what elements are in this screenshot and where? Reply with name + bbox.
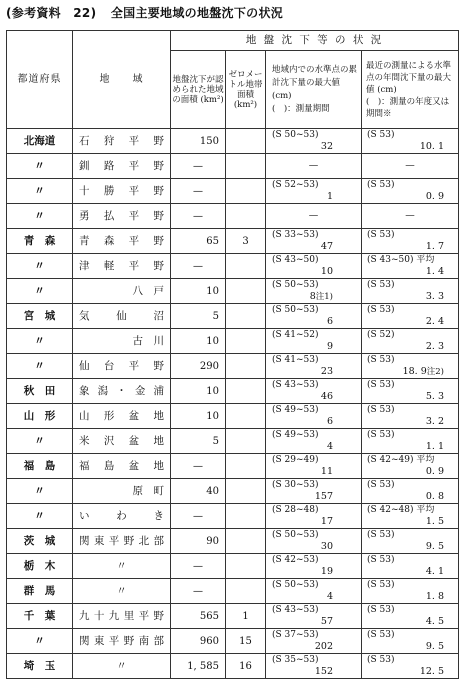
recent-value <box>405 210 415 222</box>
cumulative-value <box>315 491 333 503</box>
cell-cumulative <box>266 629 362 654</box>
recent-value-text: 0. 9 <box>425 191 444 202</box>
cumulative-value-text: 152 <box>314 666 333 677</box>
cell-cumulative <box>266 404 362 429</box>
cell-cumulative <box>266 479 362 504</box>
table-row <box>7 554 459 579</box>
cumulative-value <box>315 641 333 653</box>
cell-recent <box>362 379 459 404</box>
cell-subsided-area: — <box>171 579 226 604</box>
recent-period: (S 53) <box>367 180 395 190</box>
cumulative-value <box>321 366 333 378</box>
cell-area: 気仙沼 <box>73 304 171 329</box>
cumulative-value <box>327 416 333 428</box>
cell-zero-meter <box>226 154 266 179</box>
table-row <box>7 229 459 254</box>
table-row <box>7 579 459 604</box>
cumulative-period: (S 35~53) <box>272 655 319 665</box>
cell-subsided-area: 10 <box>171 404 226 429</box>
cell-prefecture: 福 島 <box>7 454 73 479</box>
reference-label: (参考資料 22) <box>6 6 97 20</box>
recent-value <box>426 466 444 478</box>
cell-cumulative <box>266 454 362 479</box>
cumulative-footnote: 注1) <box>315 292 333 302</box>
cell-cumulative <box>266 279 362 304</box>
table-row <box>7 179 459 204</box>
recent-value <box>426 516 444 528</box>
recent-value-text: 1. 7 <box>425 241 444 252</box>
cell-prefecture: 〃 <box>7 204 73 229</box>
recent-period: (S 53) <box>367 480 395 490</box>
cumulative-value <box>327 316 333 328</box>
cell-area: 原 町 <box>73 479 171 504</box>
recent-value <box>426 616 444 628</box>
recent-value-text: 4. 1 <box>425 566 444 577</box>
cumulative-value-text: 4 <box>326 591 333 602</box>
table-row <box>7 604 459 629</box>
cell-subsided-area: 10 <box>171 279 226 304</box>
cell-recent <box>362 279 459 304</box>
cell-subsided-area: 565 <box>171 604 226 629</box>
recent-value-text: 3. 3 <box>425 291 444 302</box>
title-text: 全国主要地域の地盤沈下の状況 <box>110 6 284 20</box>
cumulative-period: (S 50~53) <box>272 280 319 290</box>
recent-value <box>426 591 444 603</box>
cumulative-value <box>321 541 333 553</box>
cell-prefecture: 〃 <box>7 429 73 454</box>
recent-value <box>426 491 444 503</box>
header-cumulative <box>266 51 362 129</box>
cell-zero-meter: 15 <box>226 629 266 654</box>
cell-subsided-area: 290 <box>171 354 226 379</box>
table-row <box>7 354 459 379</box>
table-row <box>7 629 459 654</box>
cell-zero-meter <box>226 579 266 604</box>
cell-prefecture: 〃 <box>7 279 73 304</box>
table-row <box>7 329 459 354</box>
cell-area: 〃 <box>73 554 171 579</box>
cumulative-period: (S 42~53) <box>272 555 319 565</box>
recent-period: (S 53) <box>367 355 395 365</box>
table-row <box>7 129 459 154</box>
recent-value <box>426 441 444 453</box>
cell-prefecture: 山 形 <box>7 404 73 429</box>
cell-subsided-area: — <box>171 504 226 529</box>
cell-zero-meter <box>226 254 266 279</box>
cumulative-period: (S 41~52) <box>272 330 319 340</box>
cumulative-value-text: 30 <box>320 541 333 552</box>
cumulative-value <box>321 241 333 253</box>
cell-subsided-area: 40 <box>171 479 226 504</box>
cell-cumulative <box>266 504 362 529</box>
cumulative-period: (S 50~53) <box>272 130 319 140</box>
cumulative-period: (S 37~53) <box>272 630 319 640</box>
header-recent-text: 最近の測量による水準点の年間沈下量の最大値 (cm) <box>366 60 452 95</box>
recent-value-text: 0. 9 <box>425 466 444 477</box>
cell-zero-meter <box>226 529 266 554</box>
cumulative-value-text: 57 <box>320 616 333 627</box>
cumulative-value <box>321 466 333 478</box>
header-area: 地 域 <box>73 31 171 129</box>
cell-recent <box>362 454 459 479</box>
cell-area: 九十九里平野 <box>73 604 171 629</box>
cumulative-value-text: 23 <box>320 366 333 377</box>
cumulative-period: (S 49~53) <box>272 405 319 415</box>
cell-area: 勇払平野 <box>73 204 171 229</box>
cell-zero-meter <box>226 179 266 204</box>
cell-zero-meter <box>226 454 266 479</box>
cell-area: 〃 <box>73 579 171 604</box>
cumulative-value <box>321 516 333 528</box>
cell-zero-meter <box>226 429 266 454</box>
cell-prefecture: 秋 田 <box>7 379 73 404</box>
cell-subsided-area: — <box>171 204 226 229</box>
cumulative-period: (S 52~53) <box>272 180 319 190</box>
table-row <box>7 204 459 229</box>
cell-subsided-area: 5 <box>171 304 226 329</box>
cell-subsided-area: — <box>171 454 226 479</box>
recent-value-text: 1. 5 <box>425 516 444 527</box>
cell-recent <box>362 579 459 604</box>
cumulative-value-text: — <box>308 160 319 171</box>
cell-zero-meter: 3 <box>226 229 266 254</box>
cell-zero-meter: 1 <box>226 604 266 629</box>
cell-prefecture: 〃 <box>7 354 73 379</box>
cell-zero-meter <box>226 279 266 304</box>
cumulative-period: (S 43~53) <box>272 380 319 390</box>
cell-prefecture: 栃 木 <box>7 554 73 579</box>
cell-recent <box>362 179 459 204</box>
cell-zero-meter <box>226 504 266 529</box>
cell-prefecture: 〃 <box>7 254 73 279</box>
cumulative-value <box>309 160 319 172</box>
cumulative-period: (S 29~49) <box>272 455 319 465</box>
cell-subsided-area: — <box>171 254 226 279</box>
cell-subsided-area: 65 <box>171 229 226 254</box>
cell-cumulative <box>266 329 362 354</box>
cell-recent <box>362 554 459 579</box>
cell-subsided-area: 5 <box>171 429 226 454</box>
cell-recent <box>362 629 459 654</box>
cell-area: 石狩平野 <box>73 129 171 154</box>
cell-prefecture: 〃 <box>7 154 73 179</box>
cell-zero-meter <box>226 329 266 354</box>
recent-period: (S 53) <box>367 555 395 565</box>
cell-cumulative <box>266 204 362 229</box>
cell-prefecture: 茨 城 <box>7 529 73 554</box>
cell-subsided-area: — <box>171 154 226 179</box>
cell-recent <box>362 204 459 229</box>
cell-area: 十勝平野 <box>73 179 171 204</box>
document-title <box>6 4 456 26</box>
table-row <box>7 479 459 504</box>
cumulative-value <box>321 266 333 278</box>
recent-value-text: 18. 9 <box>402 366 427 377</box>
cumulative-value <box>327 341 333 353</box>
cell-recent <box>362 329 459 354</box>
table-row <box>7 154 459 179</box>
table-row <box>7 429 459 454</box>
cell-cumulative <box>266 129 362 154</box>
cell-area: 〃 <box>73 654 171 679</box>
recent-period: (S 53) <box>367 380 395 390</box>
cumulative-period: (S 50~53) <box>272 305 319 315</box>
cell-area: 青森平野 <box>73 229 171 254</box>
cell-cumulative <box>266 229 362 254</box>
table-body <box>7 129 459 679</box>
recent-value <box>426 241 444 253</box>
cell-area: 古 川 <box>73 329 171 354</box>
cell-zero-meter <box>226 304 266 329</box>
cell-cumulative <box>266 579 362 604</box>
cumulative-period: (S 41~53) <box>272 355 319 365</box>
cell-cumulative <box>266 379 362 404</box>
cumulative-value <box>321 391 333 403</box>
table-row <box>7 529 459 554</box>
recent-period: (S 42~49) 平均 <box>367 455 435 465</box>
cell-recent <box>362 404 459 429</box>
cell-cumulative <box>266 254 362 279</box>
cumulative-value-text: 157 <box>314 491 333 502</box>
recent-value <box>405 160 415 172</box>
header-cumulative-note: ( )：測量期間 <box>272 103 330 114</box>
cell-area: 関東平野南部 <box>73 629 171 654</box>
cell-area: 仙台平野 <box>73 354 171 379</box>
cell-cumulative <box>266 529 362 554</box>
cell-prefecture: 青 森 <box>7 229 73 254</box>
cell-prefecture: 北海道 <box>7 129 73 154</box>
cumulative-value-text: 1 <box>326 191 333 202</box>
cumulative-value <box>321 616 333 628</box>
cumulative-period: (S 50~53) <box>272 580 319 590</box>
recent-value <box>426 316 444 328</box>
cell-area: 米沢盆地 <box>73 429 171 454</box>
cumulative-value-text: 4 <box>326 441 333 452</box>
recent-value-text: 0. 8 <box>425 491 444 502</box>
recent-period: (S 53) <box>367 580 395 590</box>
header-recent-note: ( )：測量の年度又は期間※ <box>366 96 450 119</box>
cell-recent <box>362 429 459 454</box>
cumulative-value <box>321 566 333 578</box>
recent-period: (S 53) <box>367 430 395 440</box>
recent-period: (S 53) <box>367 305 395 315</box>
recent-value <box>426 266 444 278</box>
cumulative-value-text: 32 <box>320 141 333 152</box>
cumulative-value-text: 17 <box>320 516 333 527</box>
cumulative-value <box>327 191 333 203</box>
recent-value-text: 2. 3 <box>425 341 444 352</box>
cell-zero-meter <box>226 404 266 429</box>
recent-period: (S 42~48) 平均 <box>367 505 435 515</box>
cumulative-value-text: 46 <box>320 391 333 402</box>
cumulative-period: (S 50~53) <box>272 530 319 540</box>
cell-area: 八 戸 <box>73 279 171 304</box>
cell-zero-meter <box>226 129 266 154</box>
cell-recent <box>362 479 459 504</box>
cumulative-value-text: 10 <box>320 266 333 277</box>
cell-zero-meter <box>226 204 266 229</box>
table-row <box>7 254 459 279</box>
cumulative-period: (S 33~53) <box>272 230 319 240</box>
cell-subsided-area: 960 <box>171 629 226 654</box>
recent-value <box>426 191 444 203</box>
cell-area: 象潟・金浦 <box>73 379 171 404</box>
recent-period: (S 52) <box>367 330 395 340</box>
cell-area: 津軽平野 <box>73 254 171 279</box>
subsidence-table <box>6 30 459 679</box>
cell-prefecture: 埼 玉 <box>7 654 73 679</box>
cell-subsided-area: 10 <box>171 329 226 354</box>
header-subsided-area: 地盤沈下が認められた地域の面積 (km²) <box>171 51 226 129</box>
cell-cumulative <box>266 604 362 629</box>
cell-recent <box>362 529 459 554</box>
cumulative-value-text: 6 <box>326 416 333 427</box>
cell-cumulative <box>266 304 362 329</box>
cell-zero-meter <box>226 379 266 404</box>
cell-cumulative <box>266 154 362 179</box>
recent-value-text: 2. 4 <box>425 316 444 327</box>
cell-subsided-area: 150 <box>171 129 226 154</box>
table-row <box>7 379 459 404</box>
cell-zero-meter <box>226 479 266 504</box>
recent-value-text: 5. 3 <box>425 391 444 402</box>
recent-value-text: 1. 4 <box>425 266 444 277</box>
cumulative-period: (S 28~48) <box>272 505 319 515</box>
cell-recent <box>362 304 459 329</box>
recent-value-text: 9. 5 <box>425 541 444 552</box>
cumulative-value <box>327 441 333 453</box>
cumulative-period: (S 30~53) <box>272 480 319 490</box>
cell-cumulative <box>266 654 362 679</box>
cell-prefecture: 〃 <box>7 629 73 654</box>
cell-subsided-area: 1, 585 <box>171 654 226 679</box>
recent-value <box>403 366 444 378</box>
cell-area: 関東平野北部 <box>73 529 171 554</box>
header-prefecture: 都道府県 <box>7 31 73 129</box>
cumulative-value-text: 6 <box>326 316 333 327</box>
cell-recent <box>362 129 459 154</box>
cell-recent <box>362 354 459 379</box>
cumulative-value <box>327 591 333 603</box>
cell-recent <box>362 654 459 679</box>
recent-period: (S 53) <box>367 630 395 640</box>
cell-cumulative <box>266 179 362 204</box>
recent-value <box>426 416 444 428</box>
cumulative-value-text: 8 <box>309 291 316 302</box>
recent-value-text: — <box>405 210 415 221</box>
cell-zero-meter: 16 <box>226 654 266 679</box>
cumulative-value <box>321 141 333 153</box>
recent-value <box>426 641 444 653</box>
recent-value-text: 4. 5 <box>425 616 444 627</box>
recent-value-text: 12. 5 <box>419 666 444 677</box>
cumulative-value <box>309 210 319 222</box>
cumulative-value-text: 19 <box>320 566 333 577</box>
recent-value <box>426 291 444 303</box>
cell-recent <box>362 154 459 179</box>
cell-cumulative <box>266 554 362 579</box>
cell-zero-meter <box>226 354 266 379</box>
table-row <box>7 304 459 329</box>
cell-cumulative <box>266 354 362 379</box>
header-zero-meter: ゼロメートル地帯面積 (km²) <box>226 51 266 129</box>
recent-footnote: 注2) <box>426 367 444 377</box>
recent-period: (S 53) <box>367 280 395 290</box>
cell-prefecture: 群 馬 <box>7 579 73 604</box>
recent-value-text: 1. 1 <box>425 441 444 452</box>
cell-cumulative <box>266 429 362 454</box>
recent-value <box>426 391 444 403</box>
cumulative-value-text: — <box>308 210 319 221</box>
recent-value-text: 1. 8 <box>425 591 444 602</box>
recent-period: (S 43~50) 平均 <box>367 255 435 265</box>
cell-prefecture: 〃 <box>7 504 73 529</box>
cell-prefecture: 〃 <box>7 179 73 204</box>
cumulative-value-text: 202 <box>314 641 333 652</box>
recent-period: (S 53) <box>367 405 395 415</box>
recent-value-text: — <box>405 160 415 171</box>
table-row <box>7 454 459 479</box>
recent-value-text: 3. 2 <box>425 416 444 427</box>
recent-value <box>426 341 444 353</box>
header-cumulative-text: 地域内での水準点の累計沈下量の最大値 (cm) <box>272 64 358 101</box>
cell-recent <box>362 254 459 279</box>
cell-subsided-area: — <box>171 179 226 204</box>
cell-area: いわき <box>73 504 171 529</box>
cumulative-period: (S 43~50) <box>272 255 319 265</box>
header-recent <box>362 51 459 129</box>
cell-recent <box>362 229 459 254</box>
cumulative-value <box>310 291 333 303</box>
recent-period: (S 53) <box>367 130 395 140</box>
cell-prefecture: 〃 <box>7 329 73 354</box>
cell-zero-meter <box>226 554 266 579</box>
cell-prefecture: 宮 城 <box>7 304 73 329</box>
recent-value-text: 10. 1 <box>419 141 444 152</box>
cell-prefecture: 〃 <box>7 479 73 504</box>
recent-period: (S 53) <box>367 655 395 665</box>
cumulative-value-text: 47 <box>320 241 333 252</box>
recent-value <box>426 541 444 553</box>
cell-area: 福島盆地 <box>73 454 171 479</box>
cumulative-period: (S 43~53) <box>272 605 319 615</box>
table-row <box>7 404 459 429</box>
table-row <box>7 654 459 679</box>
table-row <box>7 279 459 304</box>
recent-period: (S 53) <box>367 530 395 540</box>
cell-prefecture: 千 葉 <box>7 604 73 629</box>
cell-subsided-area: 10 <box>171 379 226 404</box>
recent-period: (S 53) <box>367 230 395 240</box>
table-row <box>7 504 459 529</box>
cell-recent <box>362 604 459 629</box>
cell-subsided-area: — <box>171 554 226 579</box>
cell-recent <box>362 504 459 529</box>
recent-value <box>426 566 444 578</box>
cell-subsided-area: 90 <box>171 529 226 554</box>
cumulative-value-text: 9 <box>326 341 333 352</box>
recent-value-text: 9. 5 <box>425 641 444 652</box>
recent-value <box>420 141 444 153</box>
recent-period: (S 53) <box>367 605 395 615</box>
header-status-group: 地 盤 沈 下 等 の 状 況 <box>171 31 459 51</box>
cumulative-period: (S 49~53) <box>272 430 319 440</box>
cell-area: 釧路平野 <box>73 154 171 179</box>
cell-area: 山形盆地 <box>73 404 171 429</box>
cumulative-value-text: 11 <box>320 466 333 477</box>
